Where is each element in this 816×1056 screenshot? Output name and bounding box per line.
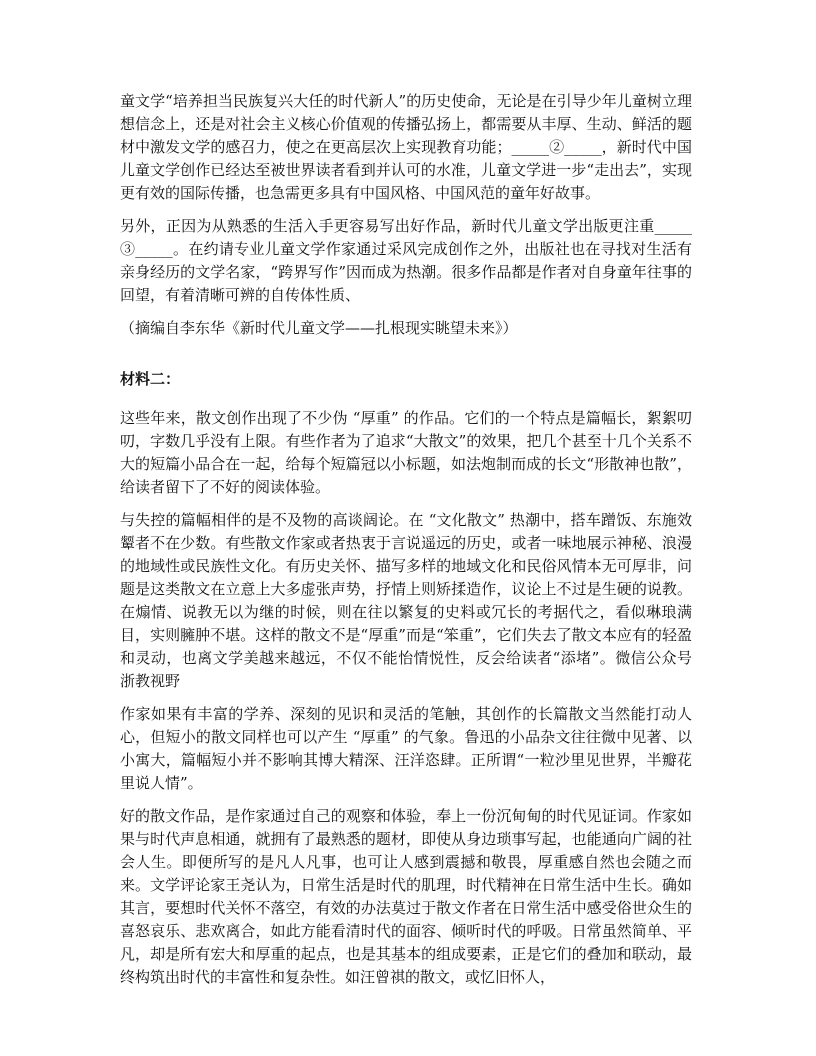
material1-source: （摘编自李东华《新时代儿童文学——扎根现实眺望未来》）	[120, 319, 518, 337]
spacer	[120, 795, 692, 805]
material2-paragraph-1: 这些年来，散文创作出现了不少伪 “厚重” 的作品。它们的一个特点是篇幅长，絮絮叨叨，字数几乎没有上限。有些作者为了追求“大散文”的效果，把几个甚至十几个关系不大的短篇小品合在一起，给每个短篇冠以小标题，如法炮制而成的长文“形散神也散”，给读者留下了不好的阅读体验。	[120, 409, 692, 496]
material1-paragraph-2: 另外，正因为从熟悉的生活入手更容易写出好作品，新时代儿童文学出版更注重_____③_____。在约请专业儿童文学作家通过采风完成创作之外，出版社也在寻找对生活有亲身经历的文学名家，“跨界写作”因而成为热潮。很多作品都是作者对自身童年往事的回望，有着清晰可辨的自传体性质、	[120, 217, 692, 304]
material2-paragraph-3: 作家如果有丰富的学养、深刻的见识和灵活的笔触，其创作的长篇散文当然能打动人心，但短小的散文同样也可以产生 “厚重” 的气象。鲁迅的小品杂文往往微中见著、以小寓大，篇幅短小并不影响其博大精深、汪洋恣肆。正所谓“一粒沙里见世界，半瓣花里说人情”。	[120, 705, 692, 792]
spacer	[120, 340, 692, 368]
spacer	[120, 693, 692, 703]
material2-paragraph-4: 好的散文作品，是作家通过自己的观察和体验，奉上一份沉甸甸的时代见证词。作家如果与时代声息相通，就拥有了最熟悉的题材，即使从身边琐事写起，也能通向广阔的社会人生。即便所写的是凡人凡事，也可让人感到震撼和敬畏，厚重感自然也会随之而来。文学评论家王尧认为，日常生活是时代的肌理，时代精神在日常生活中生长。确如其言，要想时代关怀不落空，有效的办法莫过于散文作者在日常生活中感受俗世众生的喜怒哀乐、悲欢离合，如此方能看清时代的面容、倾听时代的呼吸。日常虽然简单、平凡，却是所有宏大和厚重的起点，也是其基本的组成要素，正是它们的叠加和联动，最终构筑出时代的丰富性和复杂性。如汪曾祺的散文，或忆旧怀人，	[120, 807, 692, 986]
material2-paragraph-2: 与失控的篇幅相伴的是不及物的高谈阔论。在 “文化散文” 热潮中，搭车蹭饭、东施效颦者不在少数。有些散文作家或者热衷于言说遥远的历史，或者一味地展示神秘、浪漫的地域性或民族性文化。有历史关怀、描写多样的地域文化和民俗风情本无可厚非，问题是这类散文在立意上大多虚张声势，抒情上则矫揉造作，议论上不过是生硬的说教。在煽情、说教无以为继的时候，则在往以繁复的史料或冗长的考据代之，看似琳琅满目，实则臃肿不堪。这样的散文不是“厚重”而是“笨重”，它们失去了散文本应有的轻盈和灵动，也离文学美越来越远，不仅不能怡情悦性，反会给读者“添堵”。微信公众号 浙教视野	[120, 511, 692, 690]
spacer	[120, 391, 692, 407]
spacer	[120, 499, 692, 509]
material2-heading: 材料二：	[120, 370, 181, 388]
spacer	[120, 307, 692, 317]
material1-paragraph-1: 童文学“培养担当民族复兴大任的时代新人”的历史使命，无论是在引导少年儿童树立理想信念上，还是对社会主义核心价值观的传播弘扬上，都需要从丰厚、生动、鲜活的题材中激发文学的感召力，使之在更高层次上实现教育功能；_____②_____，新时代中国儿童文学创作已经达至被世界读者看到并认可的水准，儿童文学进一步“走出去”，实现更有效的国际传播，也急需更多具有中国风格、中国风范的童年好故事。	[120, 92, 692, 202]
spacer	[120, 205, 692, 215]
document-page	[120, 90, 692, 989]
